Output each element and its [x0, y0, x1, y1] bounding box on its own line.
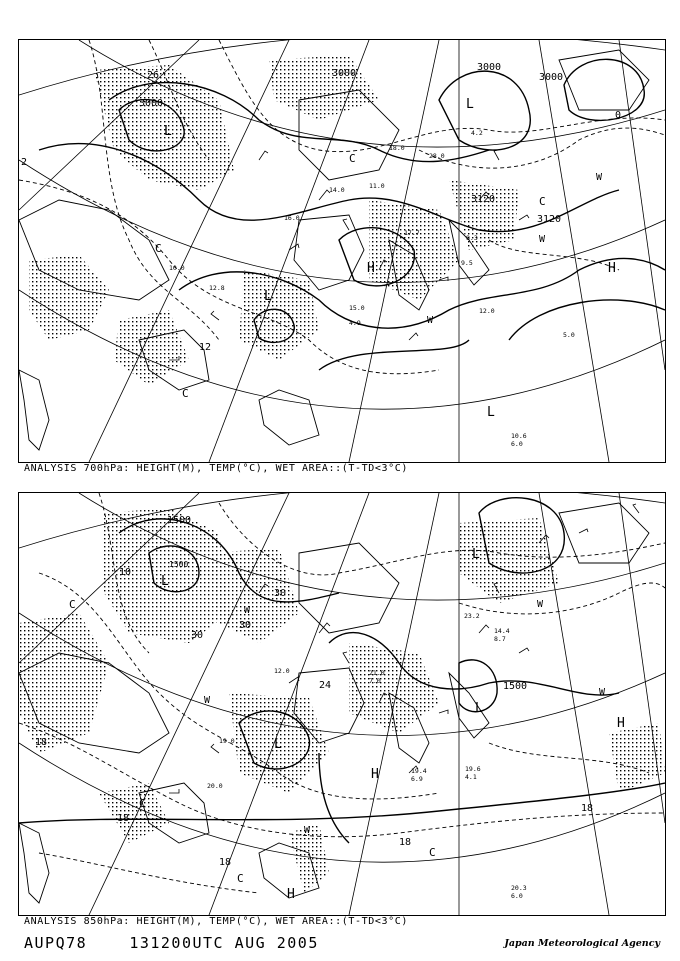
isotherm-label: 18	[35, 737, 48, 748]
isotherm-label: 0	[615, 110, 622, 121]
height-label: 3000	[139, 98, 164, 109]
isotherm-label: 26	[147, 70, 160, 81]
station-value: 6.0	[511, 892, 523, 900]
station-value: 6.0	[511, 440, 523, 448]
low-center: L	[264, 289, 272, 304]
station-value: 10.6	[511, 432, 527, 440]
warm-center: W	[204, 695, 211, 706]
station-value: 12.0	[479, 307, 495, 315]
map-panel-850hpa	[18, 492, 666, 916]
warm-center: W	[539, 234, 546, 245]
height-label: 3000	[332, 68, 357, 79]
cold-center: C	[69, 598, 76, 611]
height-label: 1500	[167, 515, 192, 526]
station-value: 5.0	[563, 331, 575, 339]
height-label: 3000	[539, 72, 564, 83]
wind-barbs	[169, 150, 529, 360]
warm-center: W	[596, 172, 603, 183]
wet-area-shading	[29, 55, 519, 385]
cold-center: C	[139, 797, 146, 810]
high-center: H	[287, 887, 295, 902]
station-value: 12.8	[209, 284, 225, 292]
low-center: L	[274, 737, 282, 752]
isotherm-label: 18	[399, 837, 412, 848]
isotherm-label: 12	[199, 342, 212, 353]
map-850hpa-svg	[19, 493, 665, 915]
station-value: 17.7	[404, 229, 420, 237]
isotherm-label: 30	[239, 620, 252, 631]
low-center: L	[164, 124, 172, 139]
station-value: 10.0	[169, 264, 185, 272]
cold-center: C	[155, 242, 162, 255]
high-center: H	[371, 767, 379, 782]
station-value: 12.0	[274, 667, 290, 675]
low-center: L	[161, 574, 169, 589]
height-label: 3000	[477, 62, 502, 73]
station-value: 18.0	[389, 144, 405, 152]
chart-identifier	[24, 934, 319, 952]
isotherm-label: 30	[191, 630, 204, 641]
high-center: H	[367, 261, 375, 276]
station-value: 19.6	[465, 765, 481, 773]
station-value: 20.0	[207, 782, 223, 790]
isotherm-label: 18	[219, 857, 232, 868]
chart-datetime: 131200UTC AUG 2005	[129, 934, 319, 952]
height-label: 3120	[471, 194, 496, 205]
station-value: 8.3	[466, 234, 478, 242]
station-value: 11.0	[369, 182, 385, 190]
map-700hpa-svg	[19, 40, 665, 462]
station-value: 14.4	[494, 627, 510, 635]
station-value: 16.0	[284, 214, 300, 222]
station-value: 15.0	[349, 304, 365, 312]
station-value: 4.2	[471, 129, 483, 137]
isotherm-label: 18	[117, 813, 130, 824]
warm-center: W	[244, 605, 251, 616]
height-label: 1500	[169, 560, 189, 569]
station-value: 19.0	[219, 737, 235, 745]
cold-center: C	[429, 846, 436, 859]
station-value: 8.7	[494, 635, 506, 643]
cold-center: C	[539, 195, 546, 208]
high-center: H	[608, 261, 616, 276]
station-value: 9.5	[461, 259, 473, 267]
cold-center: C	[349, 152, 356, 165]
caption-700hpa: ANALYSIS 700hPa: HEIGHT(M), TEMP(°C), WET AREA::(T-TD<3°C)	[24, 463, 408, 474]
caption-850hpa: ANALYSIS 850hPa: HEIGHT(M), TEMP(°C), WET AREA::(T-TD<3°C)	[24, 916, 408, 927]
station-value: 7.0	[369, 677, 381, 685]
height-label: 3120	[537, 214, 562, 225]
station-value: 4.1	[465, 773, 477, 781]
isotherm-label: 10	[119, 567, 132, 578]
isotherm-label: 24	[319, 680, 332, 691]
cold-center: C	[237, 872, 244, 885]
station-value: 28.0	[429, 152, 445, 160]
station-value: 23.2	[464, 612, 480, 620]
station-value: 4.9	[349, 319, 361, 327]
warm-center: W	[537, 599, 544, 610]
isotherm-label: 18	[581, 803, 594, 814]
high-center: H	[617, 716, 625, 731]
low-center: L	[487, 405, 495, 420]
warm-center: W	[304, 825, 311, 836]
isotherm-label: 30	[274, 588, 287, 599]
station-value: 6.9	[411, 775, 423, 783]
station-value: 14.0	[329, 186, 345, 194]
map-panel-700hpa	[18, 39, 666, 463]
station-value: 20.3	[511, 884, 527, 892]
station-value: 21.0	[369, 669, 385, 677]
warm-center: W	[427, 315, 434, 326]
cold-center: C	[182, 387, 189, 400]
low-center: L	[466, 97, 474, 112]
low-center: L	[475, 701, 483, 716]
height-label: 1500	[503, 681, 528, 692]
warm-center: W	[599, 687, 606, 698]
low-center: L	[472, 547, 480, 562]
chart-code: AUPQ78	[24, 934, 88, 952]
agency-name: Japan Meteorological Agency	[504, 938, 660, 949]
station-plots	[169, 129, 575, 448]
isotherm-label: 2	[21, 157, 28, 168]
station-value: 19.4	[411, 767, 427, 775]
